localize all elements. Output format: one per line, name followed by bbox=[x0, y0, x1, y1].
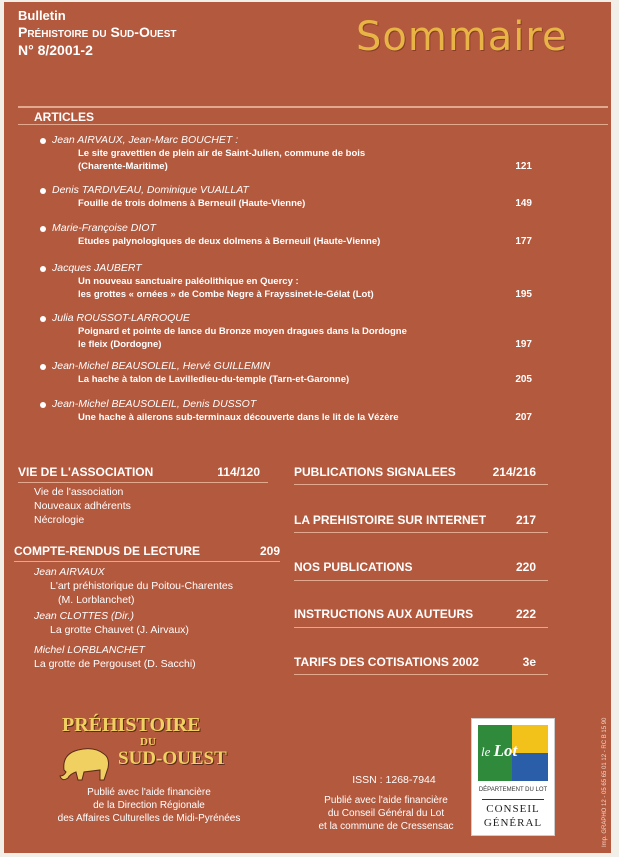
logo-line: PRÉHISTOIRE bbox=[62, 714, 201, 736]
section-page: 220 bbox=[515, 560, 536, 574]
section-label: LA PREHISTOIRE SUR INTERNET bbox=[294, 513, 487, 527]
lot-logo bbox=[471, 718, 555, 836]
credit-line: du Conseil Général du Lot bbox=[327, 808, 445, 819]
article-title: La hache à talon de Lavilledieu-du-temple (Tarn-et-Garonne) bbox=[78, 374, 350, 385]
instructions-auteurs-heading bbox=[294, 607, 536, 621]
review-author: Michel LORBLANCHET bbox=[34, 644, 145, 656]
credit-line: et la commune de Cressensac bbox=[318, 821, 454, 832]
left-credit bbox=[24, 786, 274, 825]
lot-conseil: CONSEIL bbox=[486, 803, 540, 815]
section-label: VIE DE L'ASSOCIATION bbox=[18, 465, 154, 479]
article-entry bbox=[52, 360, 532, 386]
review-title: La grotte Chauvet (J. Airvaux) bbox=[50, 624, 189, 636]
journal-name: Préhistoire du Sud-Ouest bbox=[18, 24, 177, 40]
article-title: Un nouveau sanctuaire paléolithique en Quercy : bbox=[78, 276, 299, 287]
section-page: 217 bbox=[515, 513, 536, 527]
lot-logo-panel bbox=[512, 725, 548, 753]
section-label: COMPTE-RENDUS DE LECTURE bbox=[14, 544, 201, 558]
list-item: Nouveaux adhérents bbox=[34, 500, 131, 512]
right-credit bbox=[276, 794, 496, 833]
article-entry bbox=[52, 262, 532, 301]
lot-general: GÉNÉRAL bbox=[483, 817, 543, 829]
review-title: La grotte de Pergouset (D. Sacchi) bbox=[34, 658, 196, 670]
bulletin-label: Bulletin bbox=[18, 8, 66, 23]
article-entry bbox=[52, 184, 532, 210]
article-title: Une hache à ailerons sub-terminaux découverte dans le lit de la Vézère bbox=[78, 412, 399, 423]
section-page: 214/216 bbox=[492, 465, 536, 479]
article-authors: Jean-Michel BEAUSOLEIL, Denis DUSSOT bbox=[52, 398, 257, 410]
section-page: 3e bbox=[522, 655, 536, 669]
divider bbox=[482, 799, 544, 800]
credit-line: de la Direction Régionale bbox=[93, 800, 205, 811]
mammoth-icon bbox=[54, 740, 118, 782]
issue-number: N° 8/2001-2 bbox=[18, 42, 93, 58]
section-label: PUBLICATIONS SIGNALEES bbox=[294, 465, 456, 479]
review-author: Jean CLOTTES (Dir.) bbox=[34, 610, 134, 622]
article-page: 177 bbox=[515, 236, 532, 247]
article-title: Fouille de trois dolmens à Berneuil (Haute-Vienne) bbox=[78, 198, 306, 209]
article-entry bbox=[52, 398, 532, 424]
imprint: Imp. GRAPHO 12 - 05 65 65 01 12 - RC B 15 90 bbox=[602, 717, 608, 847]
article-page: 205 bbox=[515, 374, 532, 385]
bullet-icon bbox=[40, 188, 46, 194]
article-page: 149 bbox=[515, 198, 532, 209]
divider bbox=[18, 106, 608, 108]
article-title: Poignard et pointe de lance du Bronze moyen dragues dans la Dordogne bbox=[78, 326, 407, 337]
article-authors: Jean-Michel BEAUSOLEIL, Hervé GUILLEMIN bbox=[52, 360, 271, 372]
lot-logo-text bbox=[481, 741, 517, 761]
compte-rendus-heading bbox=[14, 544, 280, 558]
article-authors: Julia ROUSSOT-LARROQUE bbox=[52, 312, 190, 324]
articles-heading: ARTICLES bbox=[34, 110, 94, 124]
logo-line: DU bbox=[140, 736, 156, 748]
section-label: INSTRUCTIONS AUX AUTEURS bbox=[294, 607, 474, 621]
article-title: Le site gravettien de plein air de Saint-Julien, commune de bois bbox=[78, 148, 366, 159]
divider bbox=[14, 561, 280, 562]
section-label: NOS PUBLICATIONS bbox=[294, 560, 413, 574]
article-title-cont: les grottes « ornées » de Combe Negre à Frayssinet-le-Gélat (Lot) bbox=[78, 289, 374, 300]
section-label: TARIFS DES COTISATIONS 2002 bbox=[294, 655, 479, 669]
article-page: 207 bbox=[515, 412, 532, 423]
article-entry bbox=[52, 222, 532, 248]
review-note: (M. Lorblanchet) bbox=[58, 594, 135, 606]
article-entry bbox=[52, 134, 532, 173]
bullet-icon bbox=[40, 226, 46, 232]
lot-logo-panel bbox=[512, 753, 548, 781]
article-authors: Marie-Françoise DIOT bbox=[52, 222, 156, 234]
divider bbox=[294, 532, 548, 533]
credit-line: Publié avec l'aide financière bbox=[324, 795, 448, 806]
divider bbox=[294, 627, 548, 628]
section-page: 114/120 bbox=[217, 465, 260, 479]
page bbox=[4, 2, 611, 853]
lot-dept: DÉPARTEMENT DU LOT bbox=[478, 787, 548, 793]
divider bbox=[18, 124, 608, 125]
bullet-icon bbox=[40, 266, 46, 272]
bullet-icon bbox=[40, 402, 46, 408]
credit-line: Publié avec l'aide financière bbox=[87, 787, 211, 798]
article-page: 195 bbox=[515, 289, 532, 300]
divider bbox=[294, 674, 548, 675]
article-title-cont: le fleix (Dordogne) bbox=[78, 339, 162, 350]
section-page: 222 bbox=[515, 607, 536, 621]
article-entry bbox=[52, 312, 532, 351]
bullet-icon bbox=[40, 364, 46, 370]
lot-le: le bbox=[481, 744, 491, 759]
bullet-icon bbox=[40, 316, 46, 322]
sommaire-title: Sommaire bbox=[356, 14, 568, 60]
prehistoire-internet-heading bbox=[294, 513, 536, 527]
list-item: Nécrologie bbox=[34, 514, 85, 526]
article-page: 121 bbox=[515, 161, 532, 172]
tarifs-cotisations-heading bbox=[294, 655, 536, 669]
review-title: L'art préhistorique du Poitou-Charentes bbox=[50, 580, 233, 592]
publications-signalees-heading bbox=[294, 465, 536, 479]
divider bbox=[294, 484, 548, 485]
article-authors: Jean AIRVAUX, Jean-Marc BOUCHET : bbox=[52, 134, 239, 146]
article-page: 197 bbox=[515, 339, 532, 350]
lot-word: Lot bbox=[493, 741, 518, 760]
article-authors: Denis TARDIVEAU, Dominique VUAILLAT bbox=[52, 184, 249, 196]
credit-line: des Affaires Culturelles de Midi-Pyrénées bbox=[57, 813, 241, 824]
nos-publications-heading bbox=[294, 560, 536, 574]
review-author: Jean AIRVAUX bbox=[34, 566, 105, 578]
article-authors: Jacques JAUBERT bbox=[52, 262, 142, 274]
article-title-cont: (Charente-Maritime) bbox=[78, 161, 168, 172]
article-title: Etudes palynologiques de deux dolmens à Berneuil (Haute-Vienne) bbox=[78, 236, 381, 247]
issn: ISSN : 1268-7944 bbox=[352, 774, 436, 786]
section-page: 209 bbox=[259, 544, 280, 558]
list-item: Vie de l'association bbox=[34, 486, 124, 498]
divider bbox=[294, 580, 548, 581]
pso-logo bbox=[54, 714, 254, 784]
divider bbox=[18, 482, 268, 483]
vie-association-heading bbox=[18, 465, 260, 479]
logo-line: SUD-OUEST bbox=[118, 748, 227, 769]
bullet-icon bbox=[40, 138, 46, 144]
